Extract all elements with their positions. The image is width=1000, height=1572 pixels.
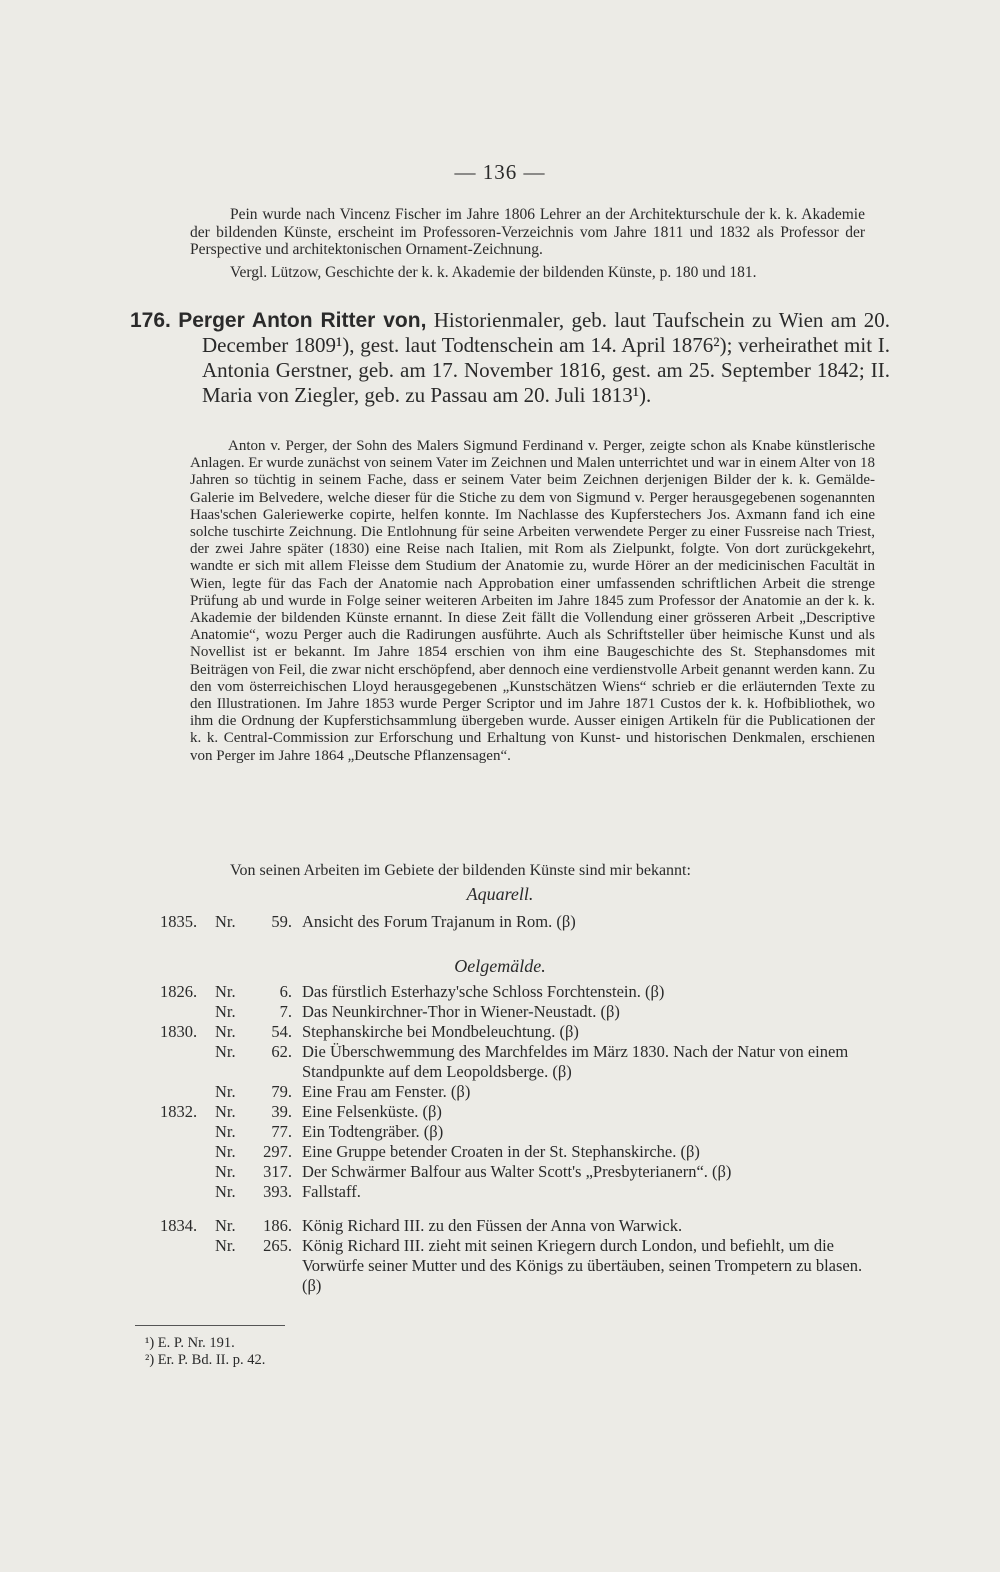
work-title: König Richard III. zu den Füssen der Anna von Warwick. <box>302 1216 683 1235</box>
work-title: Das fürstlich Esterhazy'sche Schloss Forchtenstein. (β) <box>302 982 665 1001</box>
work-year: 1830. <box>160 1022 198 1041</box>
work-number: 62. <box>271 1042 292 1061</box>
work-title: Der Schwärmer Balfour aus Walter Scott's „Presbyterianern“. (β) <box>302 1162 732 1181</box>
entry-vitals: Historienmaler, geb. laut Taufschein zu Wien am 20. December 1809¹), gest. laut Todtenschein am 14. April 1876²); verheirathet mit I. Antonia Gerstner, geb. am 17. November 1816, gest. am 25. September 1842; II. Maria von Ziegler, geb. zu Passau am 20. Juli 1813¹). <box>202 308 890 407</box>
work-year <box>160 1082 215 1102</box>
work-number: 54. <box>271 1022 292 1041</box>
work-row <box>160 1002 880 1022</box>
work-title: Eine Frau am Fenster. (β) <box>302 1082 471 1101</box>
works-list-aquarell <box>160 912 880 932</box>
work-year: 1834. <box>160 1216 198 1235</box>
entry-heading <box>130 308 890 408</box>
work-nr-label: Nr. <box>215 912 236 931</box>
work-title: König Richard III. zieht mit seinen Kriegern durch London, und befiehlt, um die Vorwürfe seiner Mutter und des Königs zu übertäuben, seinen Trompetern zu blasen. (β) <box>302 1236 863 1295</box>
work-title: Stephanskirche bei Mondbeleuchtung. (β) <box>302 1022 579 1041</box>
work-number: 79. <box>271 1082 292 1101</box>
work-nr-label: Nr. <box>215 1022 236 1041</box>
note-text: Pein wurde nach Vincenz Fischer im Jahre 1806 Lehrer an der Architekturschule der k. k. Akademie der bildenden Künste, erscheint im Professoren-Verzeichnis vom Jahre 1811 und 1832 als Professor der Perspective und architektonischen Ornament-Zeichnung. <box>190 206 865 258</box>
work-title: Die Überschwemmung des Marchfeldes im März 1830. Nach der Natur von einem Standpunkte auf dem Leopoldsberge. (β) <box>302 1042 849 1081</box>
work-title: Ein Todtengräber. (β) <box>302 1122 444 1141</box>
work-year <box>160 1182 215 1202</box>
work-nr-label: Nr. <box>215 1182 236 1201</box>
work-row <box>160 1082 880 1102</box>
work-year: 1832. <box>160 1102 198 1121</box>
work-row <box>160 1216 880 1236</box>
entry-number: 176. <box>130 309 171 332</box>
footnote-1: ¹) E. P. Nr. 191. <box>145 1335 235 1351</box>
work-row <box>160 1142 880 1162</box>
work-row <box>160 982 880 1002</box>
work-year: 1826. <box>160 982 198 1001</box>
work-number: 7. <box>279 1002 292 1021</box>
work-nr-label: Nr. <box>215 1082 236 1101</box>
works-list-oel <box>160 982 880 1296</box>
page-number: — 136 — <box>454 160 546 184</box>
work-year <box>160 1236 215 1296</box>
work-nr-label: Nr. <box>215 1102 236 1121</box>
note-reference: Vergl. Lützow, Geschichte der k. k. Akademie der bildenden Künste, p. 180 und 181. <box>230 264 757 281</box>
work-year: 1835. <box>160 912 198 931</box>
work-number: 317. <box>263 1162 292 1181</box>
work-row <box>160 1042 880 1082</box>
work-title: Das Neunkirchner-Thor in Wiener-Neustadt. (β) <box>302 1002 620 1021</box>
work-row <box>160 1162 880 1182</box>
work-title: Ansicht des Forum Trajanum in Rom. (β) <box>302 912 576 931</box>
work-year <box>160 1162 215 1182</box>
work-nr-label: Nr. <box>215 1236 236 1255</box>
work-nr-label: Nr. <box>215 1162 236 1181</box>
work-row <box>160 1022 880 1042</box>
work-number: 393. <box>263 1182 292 1201</box>
work-nr-label: Nr. <box>215 982 236 1001</box>
work-row <box>160 912 880 932</box>
work-nr-label: Nr. <box>215 1002 236 1021</box>
section-heading-aquarell: Aquarell. <box>466 884 534 904</box>
work-number: 6. <box>279 982 292 1001</box>
work-row <box>160 1182 880 1202</box>
work-title: Eine Felsenküste. (β) <box>302 1102 442 1121</box>
work-number: 297. <box>263 1142 292 1161</box>
work-number: 59. <box>271 912 292 931</box>
work-year <box>160 1002 215 1022</box>
work-year <box>160 1122 215 1142</box>
footnotes <box>145 1335 265 1369</box>
section-heading-oel: Oelgemälde. <box>454 956 546 976</box>
biography-text: Anton v. Perger, der Sohn des Malers Sigmund Ferdinand v. Perger, zeigte schon als Knabe künstlerische Anlagen. Er wurde zunächst von seinem Vater im Zeichnen und Malen unterrichtet und war in einem Alter von 18 Jahren so tüchtig in seinem Fache, dass er seinem Vater beim Zeichnen derjenigen Bilder der k. k. Gemälde-Galerie im Belvedere, welche dieser für die Stiche zu dem von Sigmund v. Perger herausgegebenen sogenannten Haas'schen Galeriewerke copirte, helfen konnte. Im Nachlasse des Kupferstechers Jos. Axmann fand ich eine solche tuschirte Zeichnung. Die Entlohnung für seine Arbeiten verwendete Perger zu einer Fussreise nach Triest, der zwei Jahre später (1830) eine Reise nach Italien, mit Rom als Zielpunkt, folgte. Von dort zurückgekehrt, wandte er sich mit allem Fleisse dem Studium der Anatomie zu, wurde Hörer an der medicinischen Facultät in Wien, legte für das Fach der Anatomie nach Approbation einer umfassenden schriftlichen Arbeit die strenge Prüfung ab und wurde in Folge seiner weiteren Arbeiten im Jahre 1845 zum Professor der Anatomie an der k. k. Akademie der bildenden Künste ernannt. In diese Zeit fällt die Vollendung einer grösseren Arbeit „Descriptive Anatomie“, wozu Perger auch die Radirungen ausführte. Auch als Schriftsteller über heimische Kunst und als Novellist ist er bekannt. Im Jahre 1854 erschien von ihm eine Baugeschichte des St. Stephansdomes mit Beiträgen von Feil, die zwar nicht erschöpfend, aber dennoch eine verdienstvolle Arbeit genannt werden kann. Zu den vom österreichischen Lloyd herausgegebenen „Kunstschätzen Wiens“ schrieb er die erläuternden Texte zu den Illustrationen. Im Jahre 1853 wurde Perger Scriptor und im Jahre 1871 Custos der k. k. Hofbibliothek, wo ihm die Ordnung der Kupferstichsammlung übergeben wurde. Ausser einigen Artikeln für die Publicationen der k. k. Central-Commission zur Erforschung und Erhaltung von Kunst- und historischen Denkmalen, erschienen von Perger im Jahre 1864 „Deutsche Pflanzensagen“. <box>190 438 875 764</box>
entry-name: Perger Anton Ritter von, <box>178 309 427 332</box>
work-number: 39. <box>271 1102 292 1121</box>
biography <box>190 438 875 765</box>
footnote-2: ²) Er. P. Bd. II. p. 42. <box>145 1352 266 1368</box>
work-number: 77. <box>271 1122 292 1141</box>
work-year <box>160 1042 215 1082</box>
work-nr-label: Nr. <box>215 1042 236 1061</box>
work-number: 265. <box>263 1236 292 1255</box>
work-title: Eine Gruppe betender Croaten in der St. Stephanskirche. (β) <box>302 1142 700 1161</box>
footnote-divider <box>135 1325 285 1326</box>
work-row <box>160 1102 880 1122</box>
works-intro: Von seinen Arbeiten im Gebiete der bildenden Künste sind mir bekannt: <box>230 862 691 879</box>
work-nr-label: Nr. <box>215 1216 236 1235</box>
work-title: Fallstaff. <box>302 1182 361 1201</box>
work-nr-label: Nr. <box>215 1122 236 1141</box>
work-row <box>160 1122 880 1142</box>
previous-entry-note <box>190 206 865 259</box>
work-number: 186. <box>263 1216 292 1235</box>
work-year <box>160 1142 215 1162</box>
work-row <box>160 1236 880 1296</box>
work-nr-label: Nr. <box>215 1142 236 1161</box>
